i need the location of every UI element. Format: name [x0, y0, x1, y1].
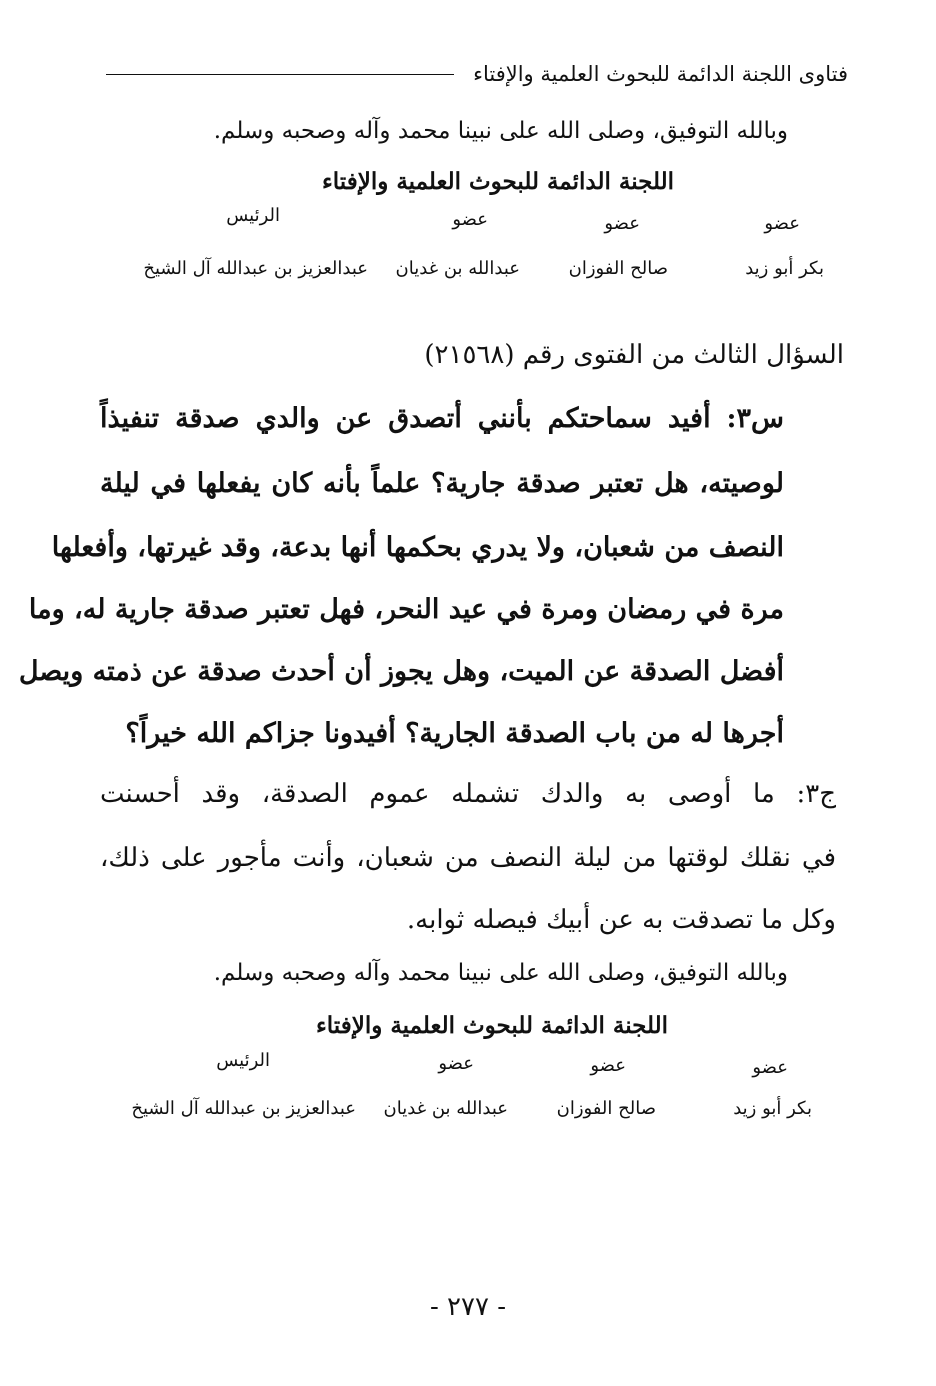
closing-formula: وبالله التوفيق، وصلى الله على نبينا محمد وآله وصحبه وسلم. — [213, 960, 788, 986]
signatory-title: عضو — [438, 1053, 474, 1074]
signatory-name: بكر أبو زيد — [745, 258, 824, 279]
fatwa-heading: السؤال الثالث من الفتوى رقم (٢١٥٦٨) — [424, 340, 844, 370]
header-rule — [106, 74, 454, 75]
signatory-title: الرئيس — [216, 1050, 270, 1071]
committee-name: اللجنة الدائمة للبحوث العلمية والإفتاء — [315, 1012, 668, 1039]
question-line: س٣: أفيد سماحتكم بأنني أتصدق عن والدي صدقة تنفيذاً — [100, 403, 784, 434]
question-line: النصف من شعبان، ولا يدري بحكمها أنها بدعة، وقد غيرتها، وأفعلها — [51, 532, 784, 563]
question-line: لوصيته، هل تعتبر صدقة جارية؟ علماً بأنه كان يفعلها في ليلة — [100, 468, 784, 499]
signatory-title: الرئيس — [226, 205, 280, 226]
signatory-title: عضو — [764, 213, 800, 234]
signatory-name: عبدالله بن غديان — [395, 258, 520, 279]
question-line: أجرها له من باب الصدقة الجارية؟ أفيدونا جزاكم الله خيراً؟ — [125, 718, 784, 749]
signatory-name: عبدالعزيز بن عبدالله آل الشيخ — [131, 1098, 356, 1119]
signatory-name: صالح الفوزان — [556, 1098, 656, 1119]
running-header: فتاوى اللجنة الدائمة للبحوث العلمية والإفتاء — [473, 62, 848, 86]
signatory-name: بكر أبو زيد — [733, 1098, 812, 1119]
signatory-name: صالح الفوزان — [568, 258, 668, 279]
signatory-name: عبدالله بن غديان — [383, 1098, 508, 1119]
signatory-title: عضو — [752, 1057, 788, 1078]
committee-name: اللجنة الدائمة للبحوث العلمية والإفتاء — [321, 168, 674, 195]
answer-line: في نقلك لوقتها من ليلة النصف من شعبان، وأنت مأجور على ذلك، — [100, 843, 836, 873]
closing-formula: وبالله التوفيق، وصلى الله على نبينا محمد وآله وصحبه وسلم. — [213, 118, 788, 144]
signatory-title: عضو — [452, 209, 488, 230]
signatory-title: عضو — [604, 213, 640, 234]
signatory-title: عضو — [590, 1055, 626, 1076]
signatory-name: عبدالعزيز بن عبدالله آل الشيخ — [143, 258, 368, 279]
question-line: مرة في رمضان ومرة في عيد النحر، فهل تعتبر صدقة جارية له، وما — [28, 594, 784, 625]
answer-line: ج٣: ما أوصى به والدك تشمله عموم الصدقة، وقد أحسنت — [100, 779, 836, 809]
answer-line: وكل ما تصدقت به عن أبيك فيصله ثوابه. — [406, 905, 836, 935]
question-line: أفضل الصدقة عن الميت، وهل يجوز أن أحدث صدقة عن ذمته ويصل — [18, 656, 784, 687]
page-number: - ٢٧٧ - — [429, 1292, 507, 1322]
